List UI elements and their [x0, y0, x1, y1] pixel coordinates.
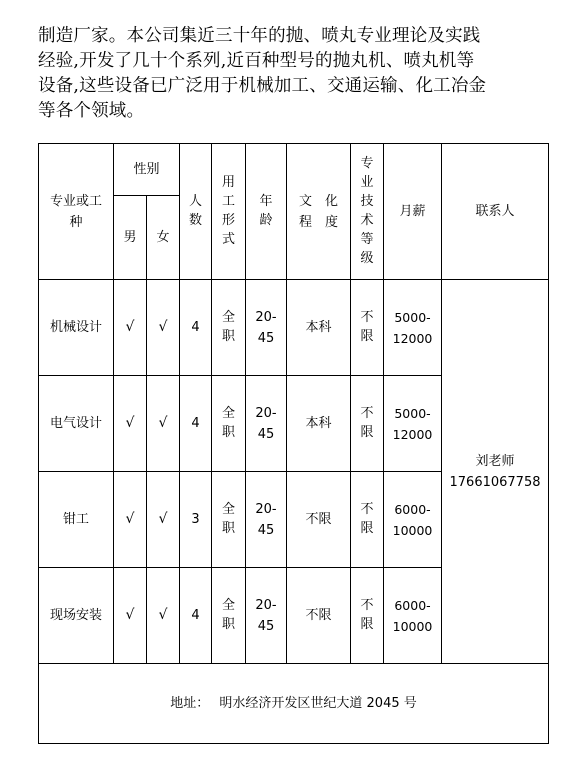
intro-line: 制造厂家。本公司集近三十年的抛、喷丸专业理论及实践 — [38, 26, 481, 46]
intro-line: 等各个领域。 — [38, 101, 145, 121]
table-row — [39, 280, 549, 376]
intro-line: 设备,这些设备已广泛用于机械加工、交通运输、化工冶金 — [38, 76, 487, 96]
cell-employment: 全职 — [212, 568, 246, 664]
cell-female-check: √ — [147, 568, 180, 664]
cell-female-check: √ — [147, 280, 180, 376]
cell-female-check: √ — [147, 472, 180, 568]
cell-employment: 全职 — [212, 472, 246, 568]
cell-salary: 5000-12000 — [384, 280, 442, 376]
cell-female-check: √ — [147, 376, 180, 472]
cell-salary: 6000-10000 — [384, 472, 442, 568]
cell-male-check: √ — [114, 472, 147, 568]
header-male: 男 — [114, 196, 147, 280]
address-cell — [39, 664, 549, 744]
cell-education: 不限 — [287, 472, 351, 568]
header-count: 人数 — [180, 144, 212, 280]
cell-position: 钳工 — [39, 472, 114, 568]
cell-skill-level: 不限 — [351, 280, 384, 376]
cell-education: 本科 — [287, 280, 351, 376]
cell-position: 现场安装 — [39, 568, 114, 664]
cell-education: 不限 — [287, 568, 351, 664]
contact-phone: 17661067758 — [449, 474, 541, 490]
header-position: 专业或工种 — [39, 144, 114, 280]
cell-age: 20-45 — [246, 472, 287, 568]
address-value: 明水经济开发区世纪大道 2045 号 — [219, 696, 417, 711]
cell-count: 4 — [180, 376, 212, 472]
cell-count: 4 — [180, 280, 212, 376]
header-age: 年龄 — [246, 144, 287, 280]
cell-age: 20-45 — [246, 280, 287, 376]
header-skill-level: 专业技术等级 — [351, 144, 384, 280]
contact-cell — [442, 280, 549, 664]
cell-position: 机械设计 — [39, 280, 114, 376]
cell-age: 20-45 — [246, 376, 287, 472]
cell-employment: 全职 — [212, 376, 246, 472]
recruitment-table — [38, 143, 549, 744]
header-education: 文 化程 度 — [287, 144, 351, 280]
cell-age: 20-45 — [246, 568, 287, 664]
cell-male-check: √ — [114, 376, 147, 472]
cell-male-check: √ — [114, 280, 147, 376]
cell-male-check: √ — [114, 568, 147, 664]
header-female: 女 — [147, 196, 180, 280]
cell-employment: 全职 — [212, 280, 246, 376]
cell-count: 3 — [180, 472, 212, 568]
header-contact: 联系人 — [442, 144, 549, 280]
address-label: 地址： — [170, 696, 210, 711]
intro-line: 经验,开发了几十个系列,近百种型号的抛丸机、喷丸机等 — [38, 51, 475, 71]
cell-position: 电气设计 — [39, 376, 114, 472]
cell-salary: 6000-10000 — [384, 568, 442, 664]
cell-skill-level: 不限 — [351, 376, 384, 472]
header-gender: 性别 — [114, 144, 180, 196]
intro-paragraph — [38, 24, 553, 124]
cell-education: 本科 — [287, 376, 351, 472]
cell-count: 4 — [180, 568, 212, 664]
contact-name: 刘老师 — [475, 453, 515, 469]
header-employment: 用工形式 — [212, 144, 246, 280]
address-row — [39, 664, 549, 744]
header-salary: 月薪 — [384, 144, 442, 280]
cell-skill-level: 不限 — [351, 472, 384, 568]
cell-salary: 5000-12000 — [384, 376, 442, 472]
cell-skill-level: 不限 — [351, 568, 384, 664]
